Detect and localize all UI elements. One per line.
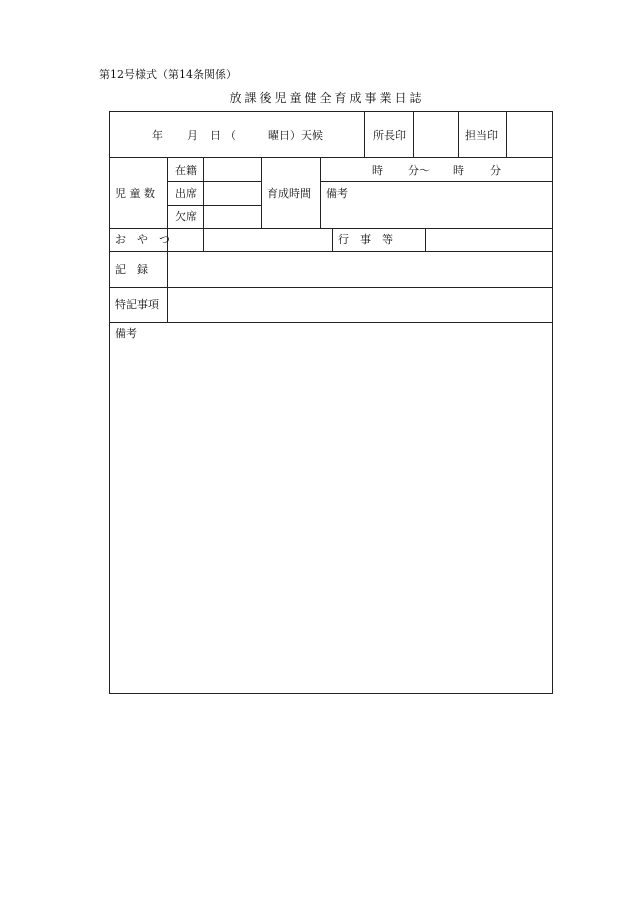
care-hours-label: 育成時間 [267,187,311,200]
month-label: 月 [187,129,198,142]
director-seal-box[interactable] [415,114,457,155]
remarks-field[interactable] [112,342,550,692]
start-hour-label: 時 [372,164,383,177]
enrolled-count-field[interactable] [205,158,260,180]
absent-label: 欠席 [175,210,197,223]
year-label: 年 [152,129,163,142]
enrolled-label: 在籍 [175,164,197,177]
snack-label: お や つ [115,233,170,246]
col-divider-weather [364,112,365,157]
special-notes-field[interactable] [169,288,551,321]
record-field[interactable] [169,252,551,286]
col-divider-count-value [261,157,262,228]
col-divider-director-seal [413,112,414,157]
col-divider-events-value [425,228,426,251]
start-minute-label: 分～ [408,164,430,177]
col-divider-events-label [332,228,333,251]
present-label: 出席 [175,187,197,200]
row-divider-special [110,322,552,323]
events-field[interactable] [427,229,551,250]
staff-seal-box[interactable] [508,114,551,155]
end-minute-label: 分 [490,164,501,177]
col-divider-care-label [320,157,321,228]
col-divider-director-box [458,112,459,157]
events-label: 行 事 等 [338,233,393,246]
staff-seal-label: 担当印 [465,129,498,142]
document-title: 放課後児童健全育成事業日誌 [229,91,425,105]
care-remarks-field[interactable] [322,182,551,227]
director-seal-label: 所長印 [373,129,406,142]
snack-field[interactable] [205,229,331,250]
remarks-label: 備考 [115,327,137,340]
col-divider-count-label [203,157,204,251]
form-number: 第12号様式（第14条関係） [99,68,237,81]
care-time-field[interactable] [322,158,551,180]
day-label: 日（ [210,129,240,142]
care-remarks-label: 備考 [326,187,348,200]
weather-field[interactable] [330,114,362,155]
weekday-weather-label: 曜日）天候 [268,129,323,142]
absent-count-field[interactable] [205,206,260,227]
col-divider-staff-seal [506,112,507,157]
children-count-label: 児 童 数 [115,187,155,200]
special-notes-label: 特記事項 [115,298,159,311]
record-label: 記 録 [115,263,148,276]
present-count-field[interactable] [205,182,260,204]
diary-form [109,111,553,694]
end-hour-label: 時 [453,164,464,177]
